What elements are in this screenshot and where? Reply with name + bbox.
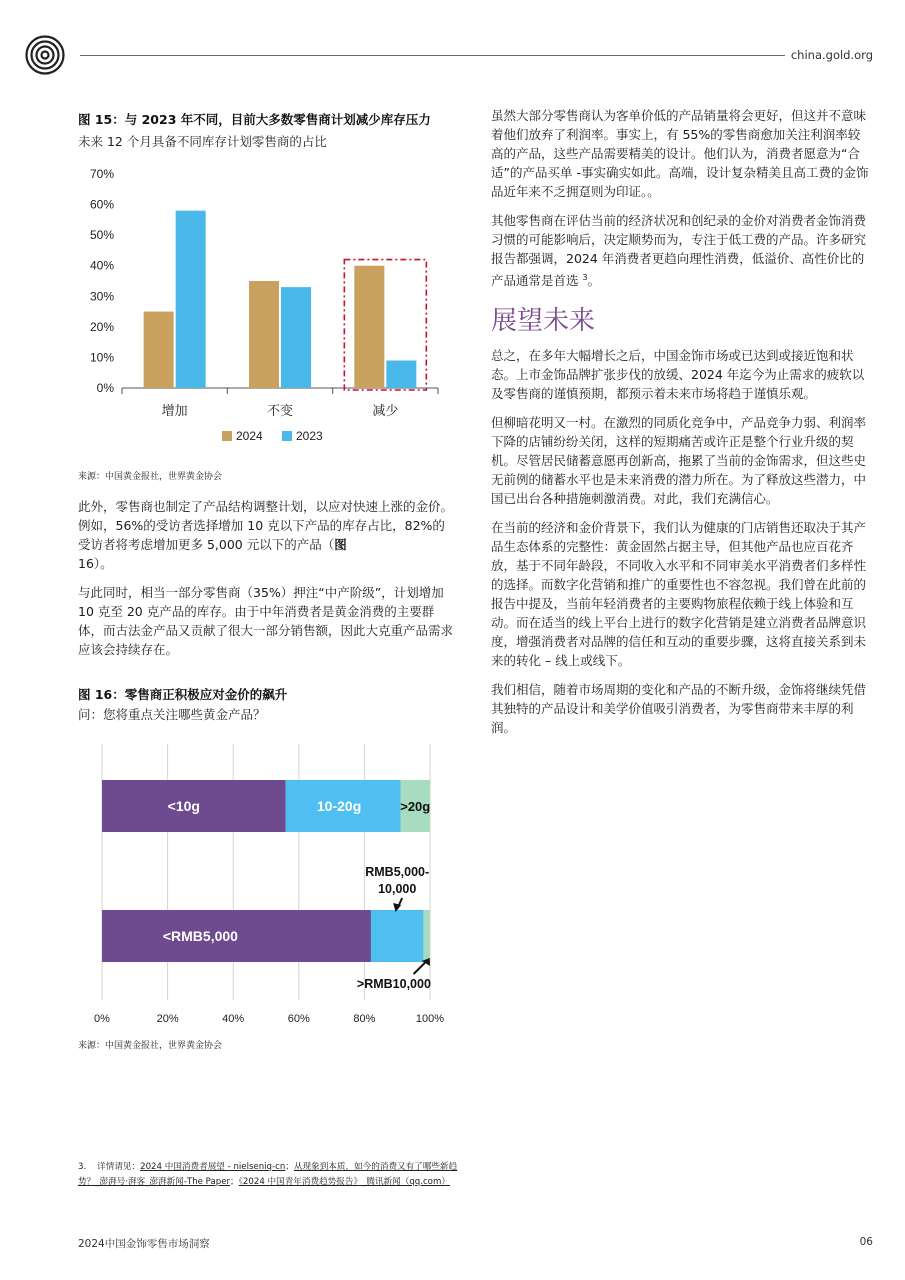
y-tick-label: 70% — [89, 167, 114, 181]
right-paragraph-2-end: 。 — [587, 273, 601, 289]
segment-label-2-2-line-1: RMB5,000- — [365, 865, 430, 879]
y-tick-label: 40% — [89, 258, 114, 273]
bar-2023-3 — [386, 360, 416, 388]
right-paragraph-2-text: 其他零售商在评估当前的经济状况和创纪录的金价对消费者金饰消费习惯的可能影响后，决定顺势而为，专注于低工费的产品。许多研究报告都强调，2024 年消费者更趋向理性消费，低溢价、高性价比的产品通常是首选 — [491, 213, 867, 289]
section-heading-outlook: 展望未来 — [491, 306, 596, 337]
segment-label-2-1: <RMB5,000 — [162, 928, 238, 944]
x-category-label: 减少 — [372, 404, 399, 419]
x-category-label: 增加 — [161, 404, 188, 419]
fig15-bar-chart — [78, 160, 448, 460]
right-paragraph-2 — [491, 211, 871, 290]
segment-label-2-2-line-2: 10,000 — [378, 882, 417, 896]
footnote-number: 3. — [78, 1162, 87, 1172]
fig15-title: 图 15：与 2023 年不同，目前大多数零售商计划减少库存压力 — [78, 112, 431, 127]
legend-label-2024: 2024 — [236, 429, 263, 443]
segment-label-1-1: <10g — [167, 798, 200, 814]
fig15-source: 来源：中国黄金报社，世界黄金协会 — [78, 472, 223, 482]
left-paragraph-1-text: 此外，零售商也制定了产品结构调整计划，以应对快速上涨的金价。例如，56%的受访者选择增加 10 克以下产品的库存占比，82%的受访者将考虑增加更多 5,000 元以下的产品（ — [78, 499, 454, 552]
right-paragraph-5: 在当前的经济和金价背景下，我们认为健康的门店销售还取决于其产品生态体系的完整性：黄金固然占据主导，但其他产品也应百花齐放，基于不同年龄段，不同收入水平和不同审美水平消费者们多样性的选择。而数字化营销和推广的重要性也不容忽视。我们曾在此前的报告中提及，当前年轻消费者的主要购物旅程依赖于线上体验和互动。而在适当的线上平台上进行的数字化营销是建立消费者品牌意识度，增强消费者对品牌的信任和互动的重要步骤，这将直接关系到未来的转化 – 线上或线下。 — [491, 520, 867, 669]
right-paragraph-6: 我们相信，随着市场周期的变化和产品的不断升级，金饰将继续凭借其独特的产品设计和美学价值吸引消费者，为零售商带来丰厚的利润。 — [491, 682, 867, 736]
x-tick-label: 40% — [222, 1013, 245, 1025]
fig16-title: 图 16：零售商正积极应对金价的飙升 — [78, 687, 288, 702]
footer-report-title: 2024中国金饰零售市场洞察 — [78, 1238, 210, 1250]
segment-label-1-2: 10-20g — [316, 798, 362, 814]
y-tick-label: 50% — [89, 228, 114, 243]
footnote-link-nielseniq[interactable]: 2024 中国消费者展望 - nielseniq-cn — [140, 1162, 286, 1172]
site-url[interactable]: china.gold.org — [790, 48, 873, 62]
x-category-label: 不变 — [266, 404, 294, 419]
y-tick-label: 20% — [89, 319, 114, 334]
header-rule — [80, 55, 785, 56]
footnote-3 — [78, 1160, 468, 1190]
footnote-link-thepaper[interactable]: 从现象到本质，如今的消费又有了哪些新趋势？_澎湃号·湃客_澎湃新闻-The Paper — [78, 1162, 458, 1187]
bar-2023-1 — [176, 211, 206, 388]
x-tick-label: 80% — [353, 1013, 376, 1025]
y-tick-label: 60% — [89, 197, 114, 212]
legend-swatch-2024 — [222, 431, 232, 441]
footnote-lead: 详情请见： — [97, 1162, 141, 1172]
footnote-sep-1: ； — [285, 1162, 294, 1172]
right-text-column — [491, 106, 871, 747]
footnote-sep-2: ； — [230, 1177, 239, 1187]
world-gold-council-logo-icon — [25, 35, 65, 75]
x-tick-label: 60% — [287, 1013, 310, 1025]
fig16-stacked-bar-chart — [78, 738, 458, 1028]
bar-2024-3 — [354, 266, 384, 388]
y-tick-label: 10% — [89, 350, 114, 365]
footnote-marker-3: 3 — [582, 273, 588, 282]
legend-swatch-2023 — [282, 431, 292, 441]
right-paragraph-1: 虽然大部分零售商认为客单价低的产品销量将会更好，但这并不意味着他们放弃了利润率。事实上，有 55%的零售商愈加关注利润率较高的产品，这些产品需要精美的设计。他们认为，消费者愿意为“合适”的产品买单 -事实确实如此。高端，设计复杂精美且高工费的金饰品近年来不乏拥趸则为印证。。 — [491, 108, 869, 199]
segment-label-2-3: >RMB10,000 — [356, 977, 431, 991]
fig15-subtitle: 未来 12 个月具备不同库存计划零售商的占比 — [78, 134, 327, 149]
right-paragraph-3: 总之，在多年大幅增长之后，中国金饰市场或已达到或接近饱和状态。上市金饰品牌扩张步伐的放缓、2024 年迄今为止需求的疲软以及零售商的谨慎预期，都预示着未来市场将趋于谨慎乐观。 — [491, 348, 865, 402]
segment-label-2-2 — [365, 865, 429, 896]
left-paragraph-1 — [78, 497, 454, 573]
page-number: 06 — [859, 1236, 873, 1248]
y-tick-label: 0% — [96, 381, 114, 395]
x-tick-label: 0% — [94, 1013, 110, 1025]
y-tick-label: 30% — [89, 289, 114, 304]
footnote-link-qq[interactable]: 《2024 中国青年消费趋势报告》_腾讯新闻（qq.com） — [238, 1177, 450, 1187]
bar-2024-2 — [249, 281, 279, 388]
left-text-column — [78, 497, 454, 669]
left-paragraph-1-end: 16）。 — [78, 556, 113, 571]
x-tick-label: 100% — [415, 1013, 445, 1025]
bar-segment-2-3 — [423, 910, 430, 962]
left-paragraph-2: 与此同时，相当一部分零售商（35%）押注“中产阶级”，计划增加 10 克至 20 克产品的库存。由于中年消费者是黄金消费的主要群体，而古法金产品又贡献了很大一部分销售额，因此大克重产品需求应该会持续存在。 — [78, 585, 454, 657]
legend-label-2023: 2023 — [296, 429, 323, 443]
bar-2024-1 — [144, 312, 174, 388]
right-paragraph-4: 但柳暗花明又一村。在激烈的同质化竞争中，产品竞争力弱、利润率下降的店铺纷纷关闭，这样的短期痛苦或许正是整个行业升级的契机。尽管居民储蓄意愿再创新高，拖累了当前的金饰需求，但这些史无前例的储蓄水平也是未来消费的潜力所在。为了释放这些潜力，中国已出台各种措施刺激消费。对此，我们充满信心。 — [491, 415, 867, 507]
bar-2023-2 — [281, 287, 311, 388]
x-tick-label: 20% — [156, 1013, 179, 1025]
fig16-source: 来源：中国黄金报社，世界黄金协会 — [78, 1041, 223, 1051]
fig16-subtitle: 问：您将重点关注哪些黄金产品？ — [78, 707, 266, 722]
bar-segment-2-2 — [371, 910, 423, 962]
segment-label-1-3: >20g — [400, 799, 431, 814]
fig16-reference: 图 — [334, 537, 347, 552]
